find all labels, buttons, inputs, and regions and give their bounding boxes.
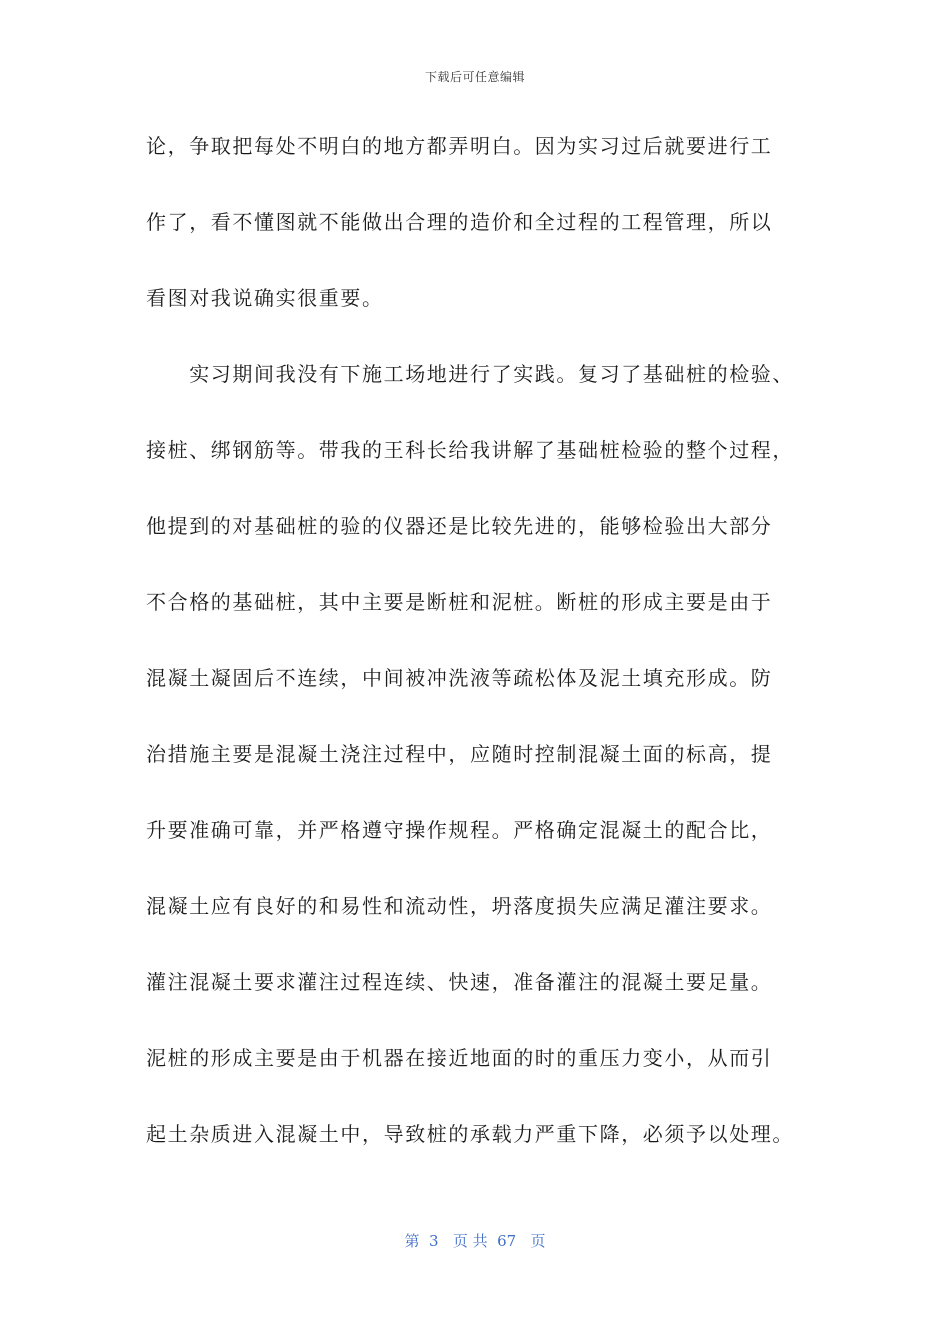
text-line: 作了，看不懂图就不能做出合理的造价和全过程的工程管理，所以: [146, 210, 773, 234]
text-line: 起土杂质进入混凝土中，导致桩的承载力严重下降，必须予以处理。: [146, 1122, 794, 1146]
text-line: 混凝土凝固后不连续，中间被冲洗液等疏松体及泥土填充形成。防: [146, 666, 773, 690]
text-line: 论，争取把每处不明白的地方都弄明白。因为实习过后就要进行工: [146, 134, 773, 158]
text-line: 灌注混凝土要求灌注过程连续、快速，准备灌注的混凝土要足量。: [146, 970, 773, 994]
text-line: 看图对我说确实很重要。: [146, 286, 384, 310]
text-line: 升要准确可靠，并严格遵守操作规程。严格确定混凝土的配合比，: [146, 818, 773, 842]
text-line: 不合格的基础桩，其中主要是断桩和泥桩。断桩的形成主要是由于: [146, 590, 773, 614]
text-line: 混凝土应有良好的和易性和流动性，坍落度损失应满足灌注要求。: [146, 894, 773, 918]
document-body: [146, 129, 816, 1193]
text-line: 治措施主要是混凝土浇注过程中，应随时控制混凝土面的标高，提: [146, 742, 773, 766]
page-header-note: 下载后可任意编辑: [424, 70, 525, 84]
text-line: 实习期间我没有下施工场地进行了实践。复习了基础桩的检验、: [146, 362, 794, 386]
text-line: 他提到的对基础桩的验的仪器还是比较先进的，能够检验出大部分: [146, 514, 773, 538]
text-line: 泥桩的形成主要是由于机器在接近地面的时的重压力变小，从而引: [146, 1046, 773, 1070]
text-line: 接桩、绑钢筋等。带我的王科长给我讲解了基础桩检验的整个过程，: [146, 438, 794, 462]
page-number-footer: 第 3 页 共 67 页: [404, 1232, 546, 1250]
